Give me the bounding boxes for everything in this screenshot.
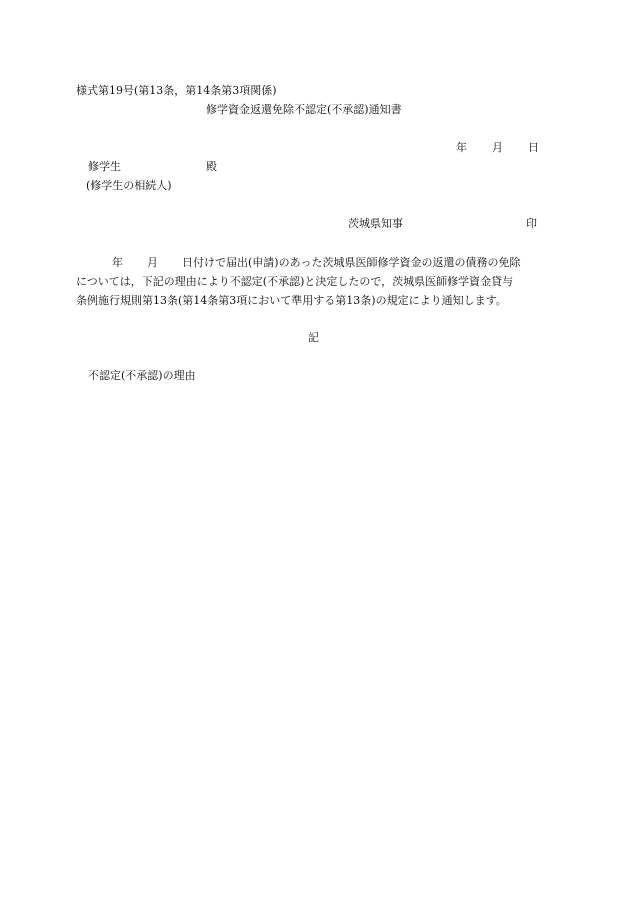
body-line-3: 条例施行規則第13条(第14条第3項において準用する第13条)の規定により通知します。: [76, 294, 507, 307]
body-line-2: については，下記の理由により不認定(不承認)と決定したので，茨城県医師修学資金貸与: [76, 275, 514, 288]
recipient-label: 修学生: [88, 160, 121, 173]
date-day-label: 日: [528, 141, 539, 154]
body-line-1-text: 日付けで届出(申請)のあった茨城県医師修学資金の返還の債務の免除: [182, 256, 521, 269]
body-line-1: [76, 253, 554, 272]
date-month-label: 月: [492, 141, 503, 154]
reason-heading: 不認定(不承認)の理由: [88, 369, 196, 382]
form-number: 様式第19号(第13条，第14条第3項関係): [76, 84, 277, 97]
date-year-label: 年: [456, 141, 467, 154]
recipient-alternate: (修学生の相続人): [86, 179, 172, 192]
issuer-name: 茨城県知事: [348, 217, 403, 230]
recipient-honorific: 殿: [206, 160, 217, 173]
seal-mark: 印: [526, 217, 537, 230]
document-title: 修学資金返還免除不認定(不承認)通知書: [206, 103, 402, 116]
ki-heading: 記: [308, 331, 319, 344]
body-year-label: 年: [112, 256, 123, 269]
body-paragraph: [76, 253, 554, 310]
body-month-label: 月: [147, 256, 158, 269]
